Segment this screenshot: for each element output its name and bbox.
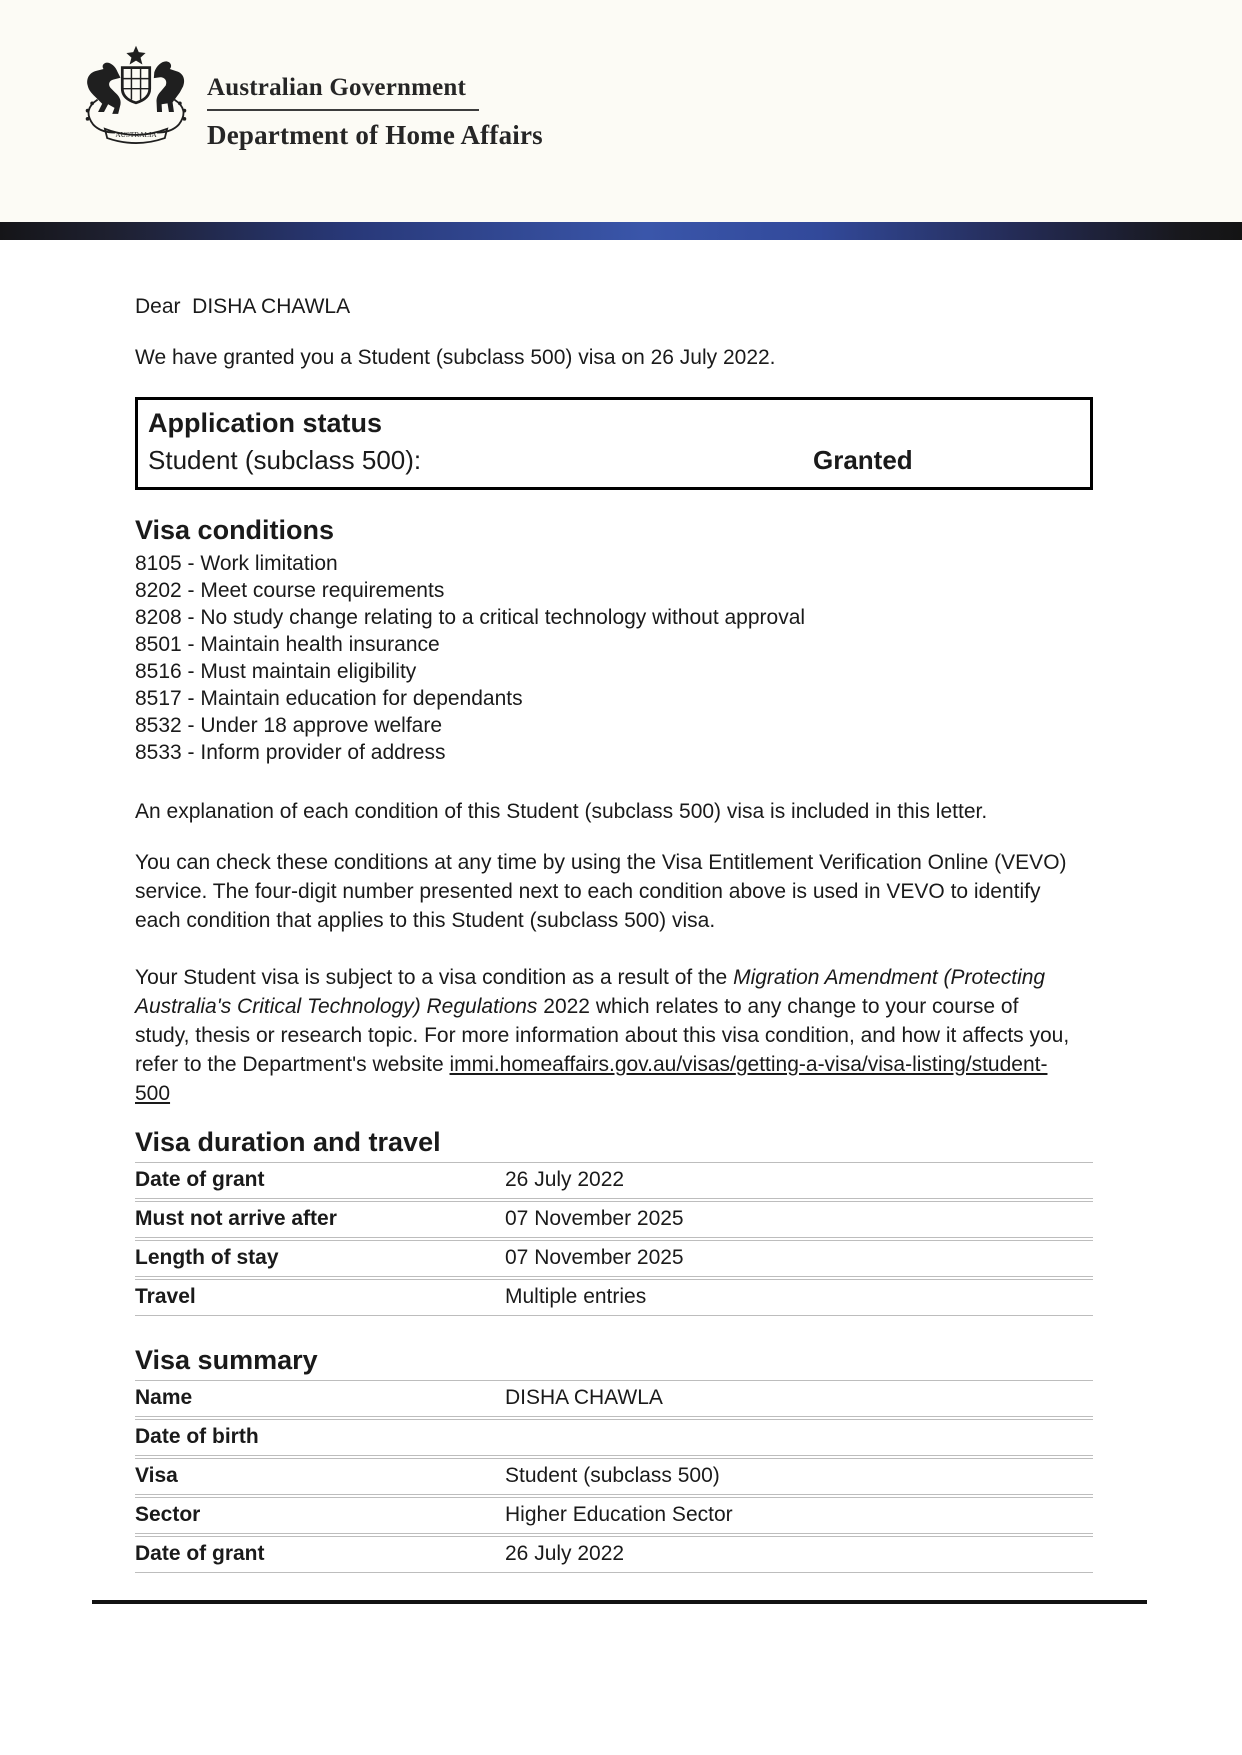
table-row xyxy=(135,1279,1093,1316)
application-status-box xyxy=(135,397,1093,490)
coat-of-arms-banner-text: AUSTRALIA xyxy=(115,130,157,140)
website-link-part-1[interactable]: immi.homeaffairs.gov.au/visas/ xyxy=(449,1053,736,1076)
row-value: Higher Education Sector xyxy=(505,1497,1093,1534)
critical-paragraph-text-1: Your Student visa is subject to a visa condition as a result of the xyxy=(135,966,734,989)
government-title: Australian Government xyxy=(207,74,467,101)
row-label: Visa xyxy=(135,1458,505,1495)
row-label: Date of grant xyxy=(135,1536,505,1573)
row-value: Multiple entries xyxy=(505,1279,1093,1316)
table-row xyxy=(135,1536,1093,1573)
row-label: Name xyxy=(135,1380,505,1417)
visa-summary-table xyxy=(135,1378,1093,1575)
row-value: 07 November 2025 xyxy=(505,1201,1093,1238)
visa-conditions-heading: Visa conditions xyxy=(135,515,335,545)
row-value: 07 November 2025 xyxy=(505,1240,1093,1277)
visa-duration-heading: Visa duration and travel xyxy=(135,1127,441,1157)
row-label: Date of grant xyxy=(135,1162,505,1199)
row-value: 26 July 2022 xyxy=(505,1162,1093,1199)
letterhead-divider xyxy=(207,109,479,111)
footer-rule xyxy=(92,1600,1147,1604)
row-value: Student (subclass 500) xyxy=(505,1458,1093,1495)
visa-condition-item: 8501 - Maintain health insurance xyxy=(135,633,440,656)
row-label: Sector xyxy=(135,1497,505,1534)
visa-conditions-list xyxy=(135,550,1093,766)
salutation: Dear DISHA CHAWLA xyxy=(135,295,351,318)
table-row xyxy=(135,1419,1093,1456)
australian-coat-of-arms-icon xyxy=(72,44,200,153)
visa-summary-heading: Visa summary xyxy=(135,1345,318,1375)
table-row xyxy=(135,1458,1093,1495)
regulation-name-italic: Migration Amendment (Protecting Australia's Critical Technology) Regulations xyxy=(135,966,1046,1018)
letter-body xyxy=(135,292,1093,1575)
table-row xyxy=(135,1201,1093,1238)
letterhead xyxy=(0,0,1242,222)
table-row xyxy=(135,1162,1093,1199)
application-status-row xyxy=(148,445,1080,475)
letterhead-titles xyxy=(207,74,543,151)
visa-condition-item: 8532 - Under 18 approve welfare xyxy=(135,714,443,737)
visa-condition-item: 8533 - Inform provider of address xyxy=(135,741,446,764)
vevo-paragraph: You can check these conditions at any time by using the Visa Entitlement Verification Online (VEVO) service. The four-digit number presented next to each condition above is used in VEVO to identify each condition that applies to this Student (subclass 500) visa. xyxy=(135,851,1067,932)
status-granted-value: Granted xyxy=(813,445,913,475)
grant-intro-line: We have granted you a Student (subclass 500) visa on 26 July 2022. xyxy=(135,346,776,369)
row-label: Date of birth xyxy=(135,1419,505,1456)
critical-technology-paragraph xyxy=(135,963,1075,1108)
visa-duration-table xyxy=(135,1160,1093,1318)
department-title: Department of Home Affairs xyxy=(207,120,543,150)
visa-condition-item: 8202 - Meet course requirements xyxy=(135,579,445,602)
table-row xyxy=(135,1240,1093,1277)
row-value: 26 July 2022 xyxy=(505,1536,1093,1573)
website-link-part-2[interactable]: getting-a-visa/visa-listing/student-500 xyxy=(135,1053,1048,1105)
row-label: Must not arrive after xyxy=(135,1201,505,1238)
critical-paragraph-text-2: 2022 which relates to any change to your course of study, thesis or research topic. For more information about this visa condition, and how it affects you, refer to the Department's website xyxy=(135,995,1070,1076)
table-row xyxy=(135,1497,1093,1534)
row-value xyxy=(505,1419,1093,1456)
table-row xyxy=(135,1380,1093,1417)
visa-condition-item: 8517 - Maintain education for dependants xyxy=(135,687,523,710)
visa-condition-item: 8208 - No study change relating to a critical technology without approval xyxy=(135,606,806,629)
row-label: Length of stay xyxy=(135,1240,505,1277)
row-label: Travel xyxy=(135,1279,505,1316)
visa-type-label: Student (subclass 500): xyxy=(148,445,422,475)
visa-condition-item: 8516 - Must maintain eligibility xyxy=(135,660,417,683)
explanation-paragraph: An explanation of each condition of this Student (subclass 500) visa is included in this letter. xyxy=(135,800,988,823)
header-accent-bar xyxy=(0,222,1242,240)
visa-condition-item: 8105 - Work limitation xyxy=(135,552,338,575)
application-status-title: Application status xyxy=(148,408,383,438)
row-value: DISHA CHAWLA xyxy=(505,1380,1093,1417)
